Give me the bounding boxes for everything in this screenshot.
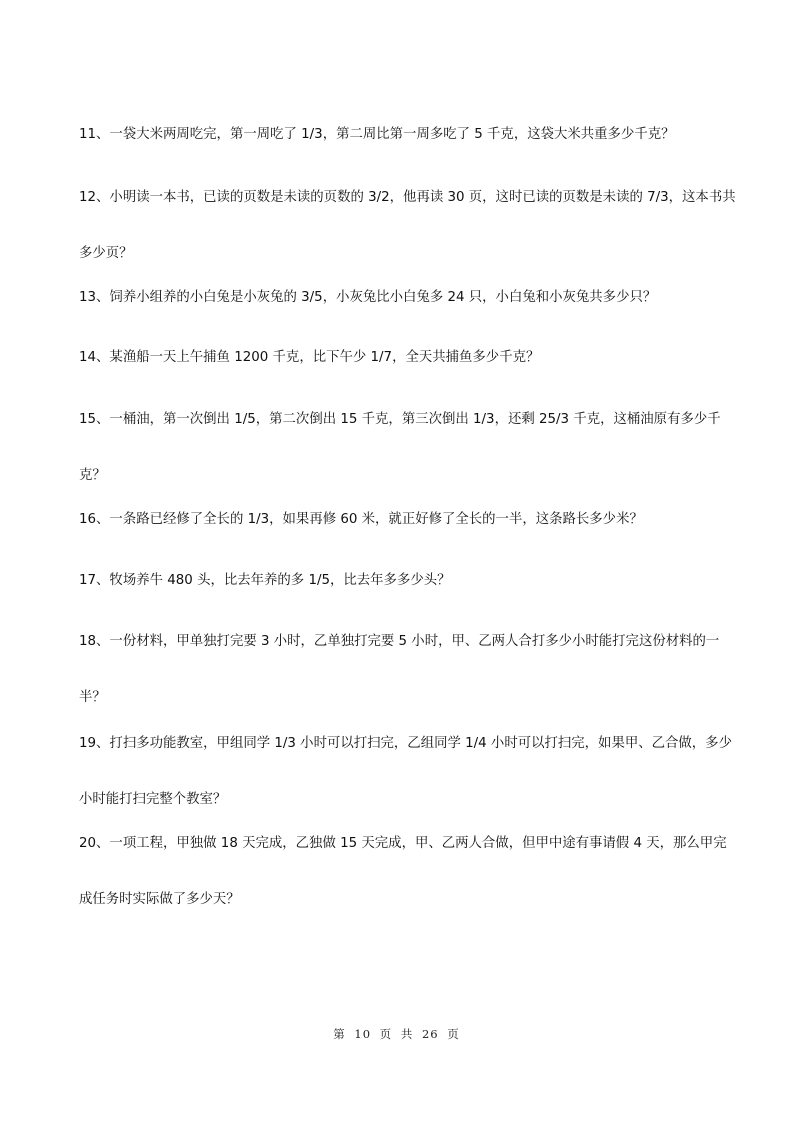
question-15: 15、一桶油，第一次倒出 1/5，第二次倒出 15 千克，第三次倒出 1/3，还剩 25/3 千克，这桶油原有多少千克？ [79, 412, 721, 483]
footer-current-page: 10 [354, 1027, 372, 1041]
question-18: 18、一份材料，甲单独打完要 3 小时，乙单独打完要 5 小时，甲、乙两人合打多少小时能打完这份材料的一半？ [79, 634, 720, 705]
footer-prefix: 第 [333, 1027, 346, 1041]
question-11: 11、一袋大米两周吃完，第一周吃了 1/3，第二周比第一周多吃了 5 千克，这袋大米共重多少千克？ [79, 127, 675, 142]
footer-suffix: 页 [447, 1027, 460, 1041]
question-19: 19、打扫多功能教室，甲组同学 1/3 小时可以打扫完，乙组同学 1/4 小时可以打扫完，如果甲、乙合做，多少小时能打扫完整个教室？ [79, 736, 732, 807]
question-12: 12、小明读一本书，已读的页数是未读的页数的 3/2，他再读 30 页，这时已读的页数是未读的 7/3，这本书共多少页？ [79, 190, 736, 261]
footer-page-word: 页 [379, 1027, 393, 1041]
footer-total-prefix: 共 [400, 1027, 414, 1041]
question-13: 13、饲养小组养的小白兔是小灰兔的 3/5，小灰兔比小白兔多 24 只，小白兔和小灰兔共多少只？ [79, 290, 657, 305]
page-footer [0, 1026, 793, 1042]
footer-total-pages: 26 [421, 1027, 439, 1041]
question-17: 17、牧场养牛 480 头，比去年养的多 1/5，比去年多多少头？ [79, 573, 451, 588]
question-16: 16、一条路已经修了全长的 1/3，如果再修 60 米，就正好修了全长的一半，这条路长多少米？ [79, 512, 643, 527]
question-14: 14、某渔船一天上午捕鱼 1200 千克，比下午少 1/7，全天共捕鱼多少千克？ [79, 350, 540, 365]
question-20: 20、一项工程，甲独做 18 天完成，乙独做 15 天完成，甲、乙两人合做，但甲中途有事请假 4 天，那么甲完成任务时实际做了多少天？ [79, 836, 727, 907]
